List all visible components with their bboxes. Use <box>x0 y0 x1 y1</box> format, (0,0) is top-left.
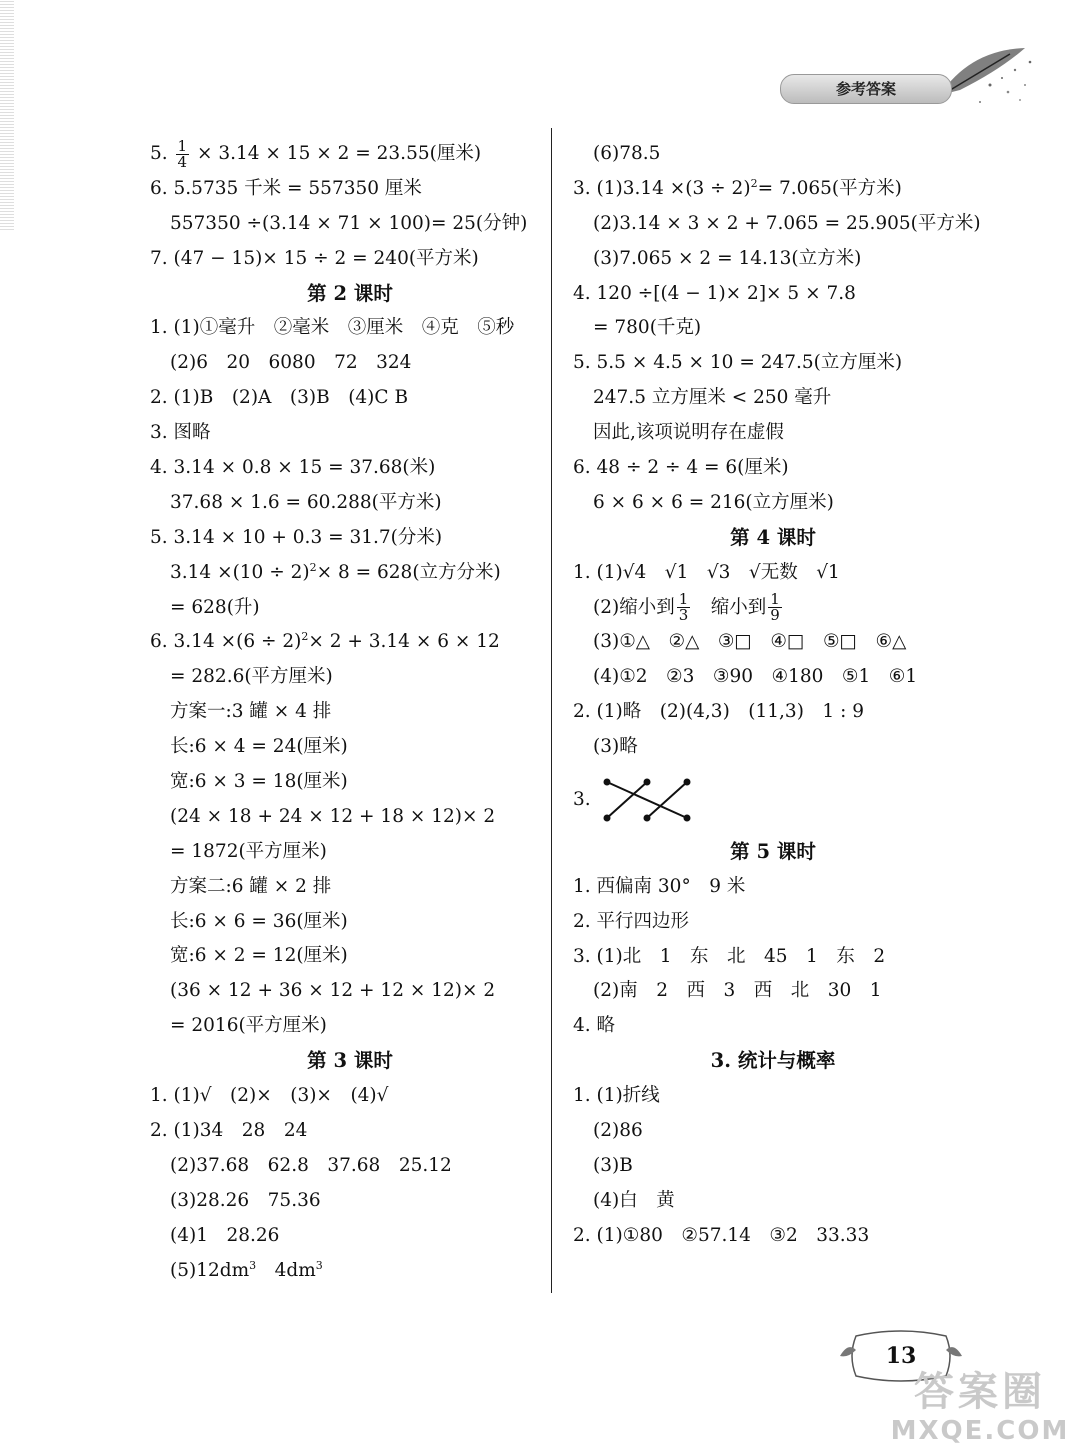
superscript: 3 <box>315 1258 323 1272</box>
answer-line: (3)①△ ②△ ③□ ④□ ⑤□ ⑥△ <box>593 631 907 653</box>
page-edge-texture <box>0 0 14 230</box>
answer-line: (2)6 20 6080 72 324 <box>170 352 412 374</box>
answer-line: 方案一:3 罐 × 4 排 <box>170 701 332 723</box>
answer-line: = 1872(平方厘米) <box>170 840 327 862</box>
matching-dot <box>643 779 650 786</box>
page-number: 13 <box>885 1343 917 1369</box>
answer-text: × 2 + 3.14 × 6 × 12 <box>308 631 500 653</box>
answer-line: (3)B <box>593 1154 633 1176</box>
matching-line <box>647 782 687 818</box>
answer-text: (2)缩小到 <box>593 596 675 618</box>
answer-text: 3. <box>573 789 591 811</box>
answer-text: 3. (1)3.14 ×(3 ÷ 2) <box>573 177 751 199</box>
answer-line <box>573 172 973 207</box>
answer-line: 1. (1)√4 √1 √3 √无数 √1 <box>573 561 840 583</box>
answer-line: 5. 5.5 × 4.5 × 10 = 247.5(立方厘米) <box>573 352 903 374</box>
answer-line: 557350 ÷(3.14 × 71 × 100)= 25(分钟) <box>170 212 528 234</box>
answer-line: (2)3.14 × 3 × 2 + 7.065 = 25.905(平方米) <box>593 212 981 234</box>
answer-line: 宽:6 × 2 = 12(厘米) <box>170 945 348 967</box>
answer-line: = 282.6(平方厘米) <box>170 666 333 688</box>
answer-line: 1. (1)√ (2)× (3)× (4)√ <box>150 1085 389 1107</box>
fraction-denominator: 9 <box>770 606 780 625</box>
superscript: 3 <box>249 1258 257 1272</box>
answer-line: 1. 西偏南 30° 9 米 <box>573 875 746 897</box>
left-column <box>150 137 550 1288</box>
answer-key-badge: 参考答案 <box>780 74 952 104</box>
answer-line <box>573 765 973 835</box>
answer-line: (3)7.065 × 2 = 14.13(立方米) <box>593 247 862 269</box>
answer-line: (4)①2 ②3 ③90 ④180 ⑤1 ⑥1 <box>593 666 918 688</box>
column-divider <box>551 128 552 1293</box>
fraction <box>677 592 691 623</box>
fraction-denominator: 3 <box>678 606 689 625</box>
answer-line <box>573 591 973 626</box>
answer-line: 6. 48 ÷ 2 ÷ 4 = 6(厘米) <box>573 457 789 479</box>
answer-line: 5. 3.14 × 10 + 0.3 = 31.7(分米) <box>150 526 443 548</box>
answer-text: × 3.14 × 15 × 2 = 23.55(厘米) <box>191 143 482 164</box>
answer-text: (5)12dm <box>170 1259 250 1281</box>
fraction <box>176 136 190 171</box>
answer-line: (3)略 <box>593 736 638 758</box>
fraction-numerator: 1 <box>770 590 780 609</box>
superscript: 2 <box>309 560 317 574</box>
answer-text: 6. 3.14 ×(6 ÷ 2) <box>150 631 302 653</box>
answer-line: = 2016(平方厘米) <box>170 1015 327 1037</box>
section-heading: 第 4 课时 <box>730 525 816 549</box>
matching-dot <box>683 779 690 786</box>
answer-text: 3.14 ×(10 ÷ 2) <box>170 561 310 583</box>
answer-line: 4. 3.14 × 0.8 × 15 = 37.68(米) <box>150 457 436 479</box>
answer-line: 4. 120 ÷[(4 − 1)× 2]× 5 × 7.8 <box>573 282 856 304</box>
answer-line: 长:6 × 4 = 24(厘米) <box>170 736 348 758</box>
answer-line: = 780(千克) <box>593 317 702 339</box>
answer-line: 37.68 × 1.6 = 60.288(平方米) <box>170 491 442 513</box>
fraction-numerator: 1 <box>678 590 689 609</box>
watermark-logo <box>880 1368 1080 1452</box>
answer-line: 长:6 × 6 = 36(厘米) <box>170 910 348 932</box>
matching-lines-figure <box>597 776 717 824</box>
answer-line: 方案二:6 罐 × 2 排 <box>170 875 332 897</box>
answer-line: 3. (1)北 1 东 北 45 1 东 2 <box>573 945 886 967</box>
fraction-denominator: 4 <box>177 152 188 171</box>
matching-line <box>607 782 647 818</box>
answer-line: 2. (1)略 (2)(4,3) (11,3) 1 : 9 <box>573 701 864 723</box>
section-heading: 第 2 课时 <box>307 281 393 305</box>
answer-line: = 628(升) <box>170 596 260 618</box>
answer-text: 缩小到 <box>692 596 767 618</box>
answer-line: 4. 略 <box>573 1015 616 1037</box>
matching-dot <box>603 815 610 822</box>
section-heading: 第 3 课时 <box>307 1049 393 1073</box>
answer-line <box>150 1254 550 1289</box>
answer-line: 6. 5.5735 千米 = 557350 厘米 <box>150 177 422 199</box>
answer-line: (2)37.68 62.8 37.68 25.12 <box>170 1154 452 1176</box>
answer-line: 6 × 6 × 6 = 216(立方厘米) <box>593 491 834 513</box>
answer-line: 宽:6 × 3 = 18(厘米) <box>170 771 348 793</box>
fraction-numerator: 1 <box>177 136 188 155</box>
answer-text: × 8 = 628(立方分米) <box>316 561 501 583</box>
answer-line: (36 × 12 + 36 × 12 + 12 × 12)× 2 <box>170 980 496 1002</box>
right-column <box>573 137 981 1254</box>
answer-line: 因此,该项说明存在虚假 <box>593 422 784 444</box>
matching-line <box>607 782 687 818</box>
answer-line: (3)28.26 75.36 <box>170 1189 321 1211</box>
section-heading: 3. 统计与概率 <box>710 1049 836 1073</box>
answer-line: 1. (1)①毫升 ②毫米 ③厘米 ④克 ⑤秒 <box>150 317 515 339</box>
answer-line <box>150 556 550 591</box>
superscript: 2 <box>301 630 309 644</box>
answer-line: 2. (1)①80 ②57.14 ③2 33.33 <box>573 1224 870 1246</box>
matching-dot <box>603 779 610 786</box>
section-heading: 第 5 课时 <box>730 839 816 863</box>
answer-line: 247.5 立方厘米 < 250 毫升 <box>593 387 832 409</box>
answer-text: 4dm <box>256 1259 316 1281</box>
answer-line <box>150 137 550 172</box>
answer-line: 2. (1)34 28 24 <box>150 1119 308 1141</box>
answer-line: 7. (47 − 15)× 15 ÷ 2 = 240(平方米) <box>150 247 479 269</box>
answer-line: (6)78.5 <box>593 143 661 164</box>
matching-dot <box>643 815 650 822</box>
watermark-url: MXQE.COM <box>890 1416 1070 1446</box>
matching-dot <box>683 815 690 822</box>
watermark-text: 答案圈 <box>914 1369 1046 1415</box>
answer-line: 2. (1)B (2)A (3)B (4)C B <box>150 387 409 409</box>
fraction <box>768 592 782 623</box>
answer-line <box>150 625 550 660</box>
answer-line: 3. 图略 <box>150 422 211 444</box>
answer-line: (24 × 18 + 24 × 12 + 18 × 12)× 2 <box>170 805 496 827</box>
superscript: 2 <box>750 176 758 190</box>
answer-line: 2. 平行四边形 <box>573 910 690 932</box>
answer-line: (2)南 2 西 3 西 北 30 1 <box>593 980 882 1002</box>
answer-line: (4)白 黄 <box>593 1189 675 1211</box>
answer-text: 5. <box>150 143 174 164</box>
answer-line: (2)86 <box>593 1119 643 1141</box>
answer-text: = 7.065(平方米) <box>757 177 902 199</box>
answer-line: (4)1 28.26 <box>170 1224 280 1246</box>
answer-line: 1. (1)折线 <box>573 1085 660 1107</box>
